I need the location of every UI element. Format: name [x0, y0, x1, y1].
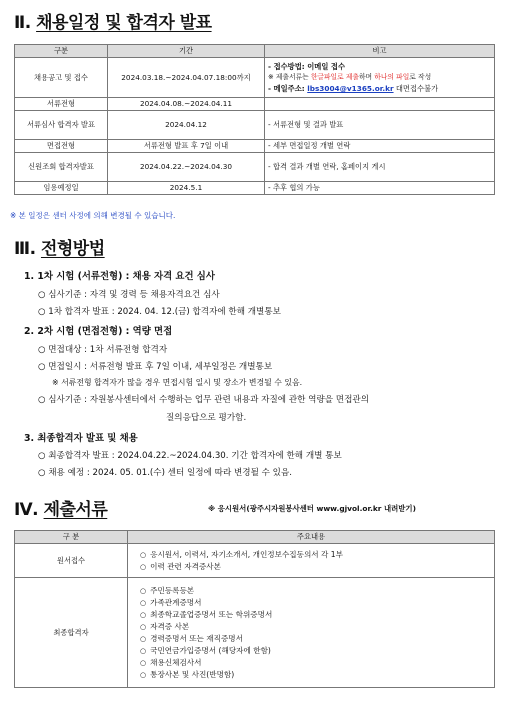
- schedule-row-note: - 합격 결과 개별 연락, 홈페이지 게시: [265, 153, 495, 182]
- schedule-header-note: 비고: [265, 45, 495, 58]
- documents-table: [14, 530, 495, 688]
- apply-method: - 접수방법: 이메일 접수: [268, 62, 346, 71]
- list-item: ○ 응시원서, 이력서, 자기소개서, 개인정보수집동의서 각 1부: [136, 549, 494, 561]
- schedule-row-note: - 서류전형 및 결과 발표: [265, 111, 495, 140]
- list-item: ○ 경력증명서 또는 재직증명서: [136, 633, 494, 645]
- section4-numeral: Ⅳ.: [14, 500, 39, 520]
- documents-row-name: 최종합격자: [15, 578, 128, 688]
- schedule-row-period: 2024.5.1: [108, 182, 265, 195]
- list-item: ○ 이력 관련 자격증사본: [136, 561, 494, 573]
- schedule-row-note: - 추후 협의 가능: [265, 182, 495, 195]
- step1-heading: 1. 1차 시험 (서류전형) : 채용 자격 요건 심사: [24, 271, 215, 282]
- list-item: ○ 최종학교졸업증명서 또는 학위증명서: [136, 609, 494, 621]
- final-documents-list: [136, 585, 494, 681]
- schedule-row-period: 2024.04.12: [108, 111, 265, 140]
- section3-title-text: 전형방법: [40, 239, 105, 259]
- documents-row-name: 원서접수: [15, 544, 128, 578]
- schedule-row-note: [265, 98, 495, 111]
- schedule-row-period: 2024.04.08.~2024.04.11: [108, 98, 265, 111]
- step2-criteria-cont: 질의응답으로 평가함.: [166, 413, 247, 423]
- schedule-row-name: 면접전형: [15, 140, 108, 153]
- section4-title: [14, 495, 107, 520]
- section3-numeral: Ⅲ.: [14, 239, 36, 259]
- documents-row-items: [128, 578, 495, 688]
- schedule-row-name: 서류심사 합격자 발표: [15, 111, 108, 140]
- email-link[interactable]: lbs3004@v1365.or.kr: [307, 84, 394, 93]
- schedule-footnote: ※ 본 일정은 센터 사정에 의해 변경될 수 있습니다.: [10, 211, 176, 220]
- section2-title-text: 채용일정 및 합격자 발표: [36, 13, 212, 33]
- schedule-header-category: 구분: [15, 45, 108, 58]
- step1-criteria: ○ 심사기준 : 자격 및 경력 등 채용자격요건 심사: [38, 290, 220, 300]
- application-documents-list: [136, 549, 494, 573]
- list-item: ○ 국민연금가입증명서 (해당자에 한함): [136, 645, 494, 657]
- step2-criteria: ○ 심사기준 : 자원봉사센터에서 수행하는 업무 관련 내용과 자질에 관한 역량을 면접관의: [38, 395, 369, 405]
- section4-title-text: 제출서류: [43, 500, 108, 520]
- documents-header-content: 주요내용: [128, 531, 495, 544]
- step2-target: ○ 면접대상 : 1차 서류전형 합격자: [38, 345, 168, 355]
- step3-final-announcement: ○ 최종합격자 발표 : 2024.04.22.~2024.04.30. 기간 합격자에 한해 개별 통보: [38, 451, 342, 461]
- email-line: - 메일주소: lbs3004@v1365.or.kr 대면접수불가: [268, 84, 439, 93]
- schedule-header-period: 기간: [108, 45, 265, 58]
- step2-schedule: ○ 면접일시 : 서류전형 발표 후 7일 이내, 세부일정은 개별통보: [38, 362, 273, 372]
- documents-row-items: [128, 544, 495, 578]
- step3-heading: 3. 최종합격자 발표 및 채용: [24, 433, 138, 444]
- step2-notice: ※ 서류전형 합격자가 많을 경우 면접시험 일시 및 장소가 변경될 수 있음.: [52, 378, 303, 387]
- schedule-row-period: 서류전형 발표 후 7일 이내: [108, 140, 265, 153]
- section3-title: [14, 234, 105, 259]
- list-item: ○ 통장사본 및 사진(반명함): [136, 669, 494, 681]
- schedule-row-name: 신원조회 합격자발표: [15, 153, 108, 182]
- step1-announcement: ○ 1차 합격자 발표 : 2024. 04. 12.(금) 합격자에 한해 개별통보: [38, 307, 281, 317]
- schedule-row-period: 2024.04.22.~2024.04.30: [108, 153, 265, 182]
- list-item: ○ 채용신체검사서: [136, 657, 494, 669]
- schedule-row-name: 임용예정일: [15, 182, 108, 195]
- section2-title: [14, 8, 212, 33]
- schedule-row-name: 서류전형: [15, 98, 108, 111]
- list-item: ○ 가족관계증명서: [136, 597, 494, 609]
- step2-heading: 2. 2차 시험 (면접전형) : 역량 면접: [24, 326, 173, 337]
- schedule-row-note: [265, 58, 495, 98]
- documents-header-category: 구 분: [15, 531, 128, 544]
- schedule-table: [14, 44, 495, 195]
- step3-hire-date: ○ 채용 예정 : 2024. 05. 01.(수) 센터 일정에 따라 변경될 수 있음.: [38, 468, 292, 478]
- schedule-row-name: 채용공고 및 접수: [15, 58, 108, 98]
- list-item: ○ 주민등록등본: [136, 585, 494, 597]
- list-item: ○ 자격증 사본: [136, 621, 494, 633]
- schedule-row-period: 2024.03.18.~2024.04.07.18:00까지: [108, 58, 265, 98]
- section2-numeral: Ⅱ.: [14, 13, 31, 33]
- application-form-note: ※ 응시원서(광주시자원봉사센터 www.gjvol.or.kr 내려받기): [208, 504, 416, 513]
- schedule-row-note: - 세부 면접일정 개별 연락: [265, 140, 495, 153]
- doc-notice: ※ 제출서류는 한글파일로 제출하며 하나의 파일로 작성: [268, 73, 432, 81]
